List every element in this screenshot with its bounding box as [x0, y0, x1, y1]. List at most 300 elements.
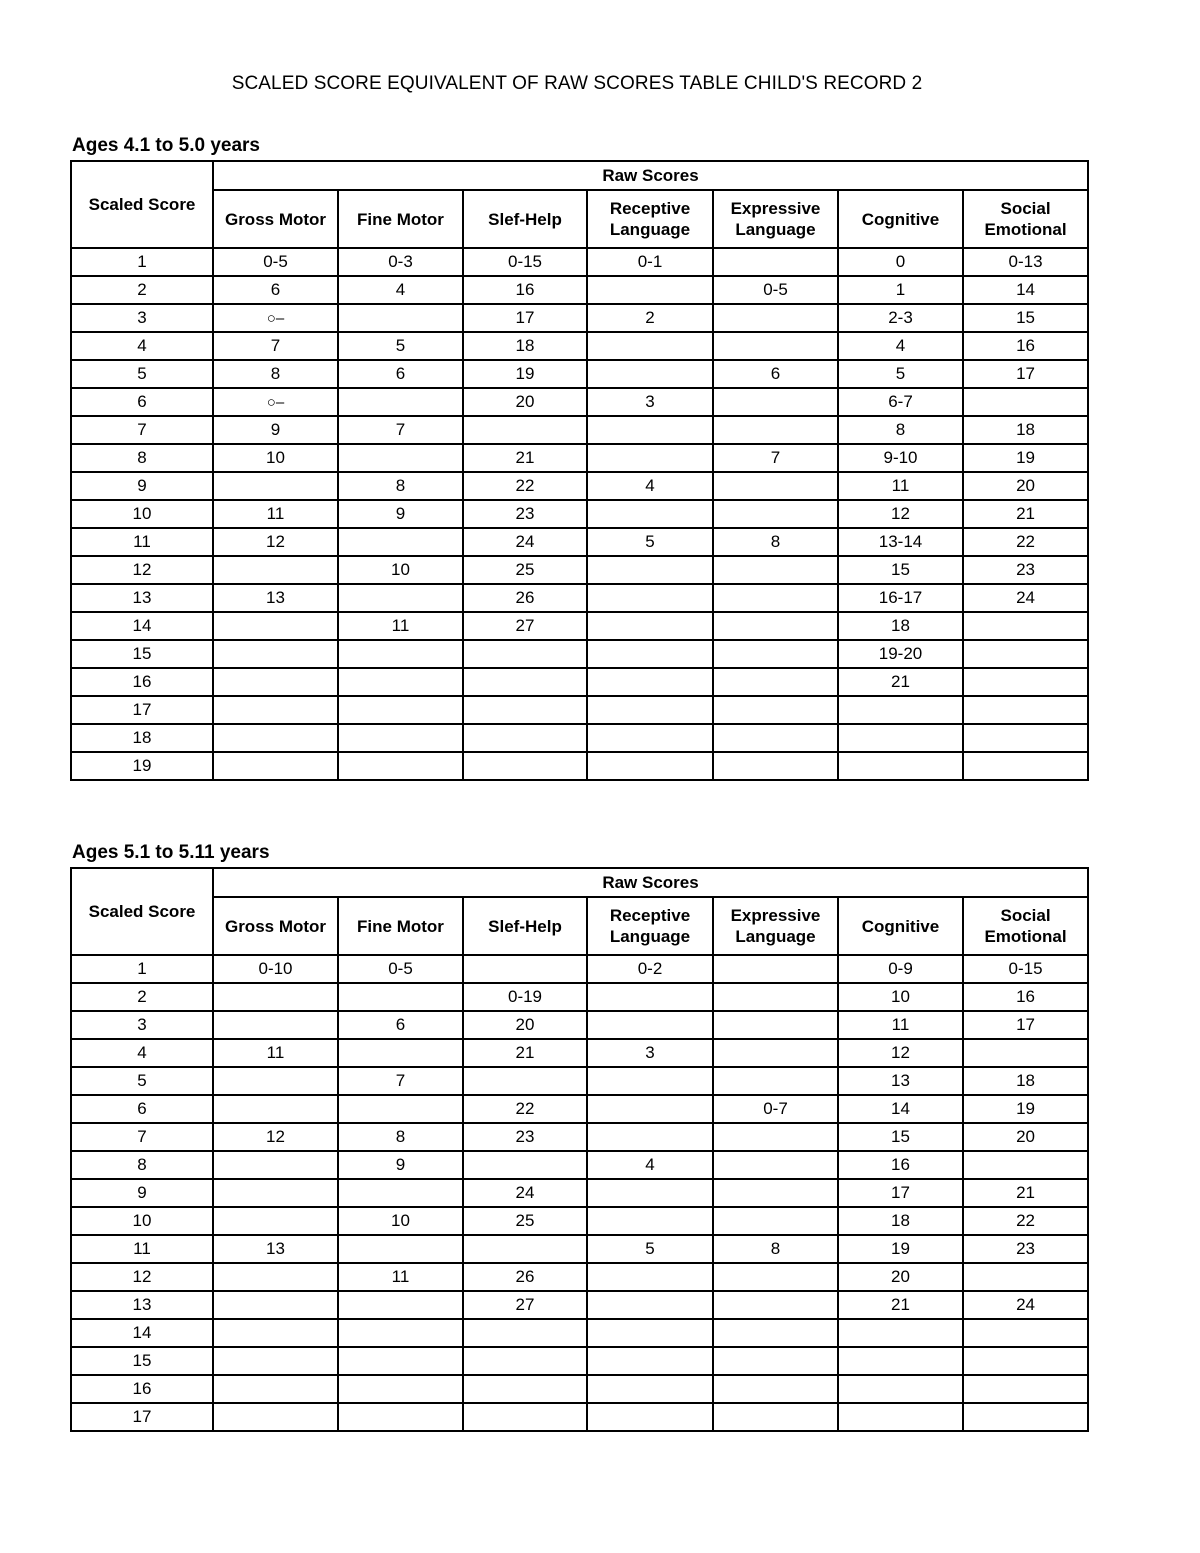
scaled-score-cell: 10: [71, 1207, 213, 1235]
scaled-score-cell: 11: [71, 528, 213, 556]
raw-score-cell: [338, 724, 463, 752]
raw-score-cell: [338, 752, 463, 780]
scaled-score-cell: 17: [71, 1403, 213, 1431]
raw-score-cell: 21: [838, 668, 963, 696]
raw-score-cell: 18: [838, 1207, 963, 1235]
table-row: [71, 1011, 1088, 1039]
column-header-social-emotional: Social Emotional: [963, 897, 1088, 955]
raw-score-cell: 0-9: [838, 955, 963, 983]
raw-score-cell: 5: [338, 332, 463, 360]
raw-score-cell: [963, 696, 1088, 724]
raw-score-cell: 18: [963, 416, 1088, 444]
raw-score-cell: [587, 1403, 713, 1431]
raw-score-cell: 16: [463, 276, 587, 304]
raw-score-cell: [338, 1235, 463, 1263]
raw-score-cell: [213, 668, 338, 696]
raw-score-cell: 8: [713, 1235, 838, 1263]
table-body: [71, 955, 1088, 1431]
raw-score-cell: 19: [838, 1235, 963, 1263]
raw-score-cell: [713, 1207, 838, 1235]
raw-score-cell: 21: [463, 444, 587, 472]
table-row: [71, 1347, 1088, 1375]
table-row: [71, 276, 1088, 304]
scaled-score-cell: 9: [71, 472, 213, 500]
raw-score-cell: [713, 640, 838, 668]
raw-score-cell: 5: [838, 360, 963, 388]
raw-score-cell: 26: [463, 584, 587, 612]
table-row: [71, 1123, 1088, 1151]
raw-score-cell: [463, 696, 587, 724]
scaled-score-cell: 6: [71, 1095, 213, 1123]
scaled-score-cell: 13: [71, 1291, 213, 1319]
raw-score-cell: [963, 1263, 1088, 1291]
raw-score-cell: 17: [838, 1179, 963, 1207]
raw-score-cell: [587, 1319, 713, 1347]
table-row: [71, 416, 1088, 444]
raw-score-cell: [587, 1347, 713, 1375]
raw-score-cell: 18: [963, 1067, 1088, 1095]
raw-score-cell: [838, 1319, 963, 1347]
table-row: [71, 724, 1088, 752]
raw-score-cell: [587, 668, 713, 696]
raw-score-cell: 7: [213, 332, 338, 360]
raw-score-cell: [587, 1011, 713, 1039]
raw-score-cell: [713, 752, 838, 780]
scaled-score-cell: 3: [71, 304, 213, 332]
scaled-score-cell: 6: [71, 388, 213, 416]
raw-score-cell: [213, 696, 338, 724]
raw-score-cell: 5: [587, 528, 713, 556]
raw-score-cell: [213, 1291, 338, 1319]
table-row: [71, 1319, 1088, 1347]
raw-score-cell: 23: [463, 1123, 587, 1151]
raw-score-cell: [713, 1011, 838, 1039]
raw-score-cell: 27: [463, 612, 587, 640]
table-row: [71, 304, 1088, 332]
column-header-receptive-language: Receptive Language: [587, 897, 713, 955]
raw-score-cell: 0-5: [713, 276, 838, 304]
raw-score-cell: [213, 1403, 338, 1431]
page-title: SCALED SCORE EQUIVALENT OF RAW SCORES TABLE CHILD'S RECORD 2: [231, 73, 923, 94]
raw-score-cell: 12: [213, 1123, 338, 1151]
raw-score-cell: [713, 1151, 838, 1179]
raw-score-cell: 25: [463, 1207, 587, 1235]
raw-score-cell: [587, 696, 713, 724]
raw-score-cell: [338, 1179, 463, 1207]
raw-score-cell: [587, 360, 713, 388]
column-header-gross-motor: Gross Motor: [213, 190, 338, 248]
table-row: [71, 1095, 1088, 1123]
raw-score-cell: [963, 668, 1088, 696]
raw-score-cell: 9: [338, 500, 463, 528]
raw-score-cell: 8: [338, 1123, 463, 1151]
table-row: [71, 640, 1088, 668]
raw-score-cell: [213, 556, 338, 584]
raw-score-cell: 0-15: [463, 248, 587, 276]
scaled-score-cell: 3: [71, 1011, 213, 1039]
raw-score-cell: 2-3: [838, 304, 963, 332]
raw-score-cell: [463, 640, 587, 668]
scaled-score-cell: 19: [71, 752, 213, 780]
raw-score-cell: 6-7: [838, 388, 963, 416]
scaled-score-cell: 15: [71, 640, 213, 668]
raw-score-cell: [713, 1123, 838, 1151]
raw-score-cell: 20: [838, 1263, 963, 1291]
raw-score-cell: 19: [963, 1095, 1088, 1123]
raw-score-cell: [587, 444, 713, 472]
raw-score-cell: [587, 724, 713, 752]
raw-score-cell: [713, 584, 838, 612]
raw-score-cell: 20: [463, 388, 587, 416]
scaled-score-header: Scaled Score: [71, 161, 213, 248]
raw-score-cell: [713, 983, 838, 1011]
column-header-self-help: Slef-Help: [463, 190, 587, 248]
scaled-score-cell: 9: [71, 1179, 213, 1207]
raw-score-cell: 17: [963, 1011, 1088, 1039]
raw-score-cell: 21: [963, 1179, 1088, 1207]
scaled-score-cell: 4: [71, 332, 213, 360]
raw-score-cell: 11: [338, 1263, 463, 1291]
table-row: [71, 1207, 1088, 1235]
raw-score-cell: 11: [838, 472, 963, 500]
raw-score-cell: [713, 472, 838, 500]
raw-score-cell: [713, 1263, 838, 1291]
raw-score-cell: [463, 1375, 587, 1403]
raw-score-cell: [963, 1403, 1088, 1431]
raw-score-cell: [963, 1375, 1088, 1403]
raw-score-cell: 23: [463, 500, 587, 528]
scaled-score-cell: 5: [71, 1067, 213, 1095]
scaled-score-cell: 5: [71, 360, 213, 388]
table-row: [71, 955, 1088, 983]
raw-score-cell: [338, 1403, 463, 1431]
raw-score-cell: [963, 724, 1088, 752]
raw-score-cell: 23: [963, 1235, 1088, 1263]
raw-score-cell: 13: [213, 1235, 338, 1263]
raw-score-cell: [338, 388, 463, 416]
scaled-score-cell: 4: [71, 1039, 213, 1067]
raw-score-cell: 10: [213, 444, 338, 472]
raw-score-cell: [713, 500, 838, 528]
raw-score-cell: 11: [338, 612, 463, 640]
raw-score-cell: [338, 528, 463, 556]
table-row: [71, 1179, 1088, 1207]
raw-score-cell: 7: [338, 416, 463, 444]
raw-score-cell: 27: [463, 1291, 587, 1319]
raw-score-cell: [213, 1011, 338, 1039]
scaled-score-cell: 14: [71, 1319, 213, 1347]
raw-scores-header: Raw Scores: [213, 868, 1088, 897]
raw-score-cell: 6: [213, 276, 338, 304]
scaled-score-cell: 10: [71, 500, 213, 528]
raw-score-cell: [713, 1291, 838, 1319]
raw-score-cell: 0-2: [587, 955, 713, 983]
raw-score-cell: [587, 1123, 713, 1151]
raw-score-cell: [587, 500, 713, 528]
raw-score-cell: 13-14: [838, 528, 963, 556]
raw-score-cell: [838, 1347, 963, 1375]
raw-score-cell: 20: [463, 1011, 587, 1039]
raw-score-cell: 0-7: [713, 1095, 838, 1123]
raw-score-cell: [587, 332, 713, 360]
raw-score-cell: [587, 983, 713, 1011]
table-row: [71, 556, 1088, 584]
raw-score-cell: 0-5: [338, 955, 463, 983]
raw-score-cell: 16: [963, 332, 1088, 360]
table-row: [71, 248, 1088, 276]
raw-score-cell: [963, 1151, 1088, 1179]
raw-score-cell: 22: [463, 1095, 587, 1123]
raw-score-cell: ○–: [213, 304, 338, 332]
raw-score-cell: 0-5: [213, 248, 338, 276]
raw-score-cell: 24: [963, 584, 1088, 612]
table-row: [71, 472, 1088, 500]
scaled-score-cell: 12: [71, 556, 213, 584]
raw-score-cell: [213, 1375, 338, 1403]
raw-score-cell: [338, 1319, 463, 1347]
raw-score-cell: 16-17: [838, 584, 963, 612]
raw-score-cell: [338, 304, 463, 332]
raw-score-cell: [463, 724, 587, 752]
table-row: [71, 1403, 1088, 1431]
table-row: [71, 1263, 1088, 1291]
raw-score-cell: [713, 304, 838, 332]
column-header-cognitive: Cognitive: [838, 897, 963, 955]
raw-score-cell: 9: [213, 416, 338, 444]
raw-score-cell: 7: [338, 1067, 463, 1095]
raw-score-cell: [338, 584, 463, 612]
raw-score-cell: [963, 640, 1088, 668]
raw-score-cell: [587, 752, 713, 780]
raw-score-cell: [713, 1347, 838, 1375]
raw-score-cell: [713, 416, 838, 444]
raw-score-cell: [713, 1375, 838, 1403]
raw-score-cell: [713, 696, 838, 724]
scaled-score-cell: 2: [71, 983, 213, 1011]
table-row: [71, 1291, 1088, 1319]
raw-score-cell: 4: [587, 1151, 713, 1179]
raw-score-cell: 4: [338, 276, 463, 304]
raw-score-cell: [713, 1067, 838, 1095]
raw-score-cell: 15: [963, 304, 1088, 332]
raw-score-cell: 3: [587, 388, 713, 416]
raw-score-cell: [713, 556, 838, 584]
raw-score-cell: [463, 668, 587, 696]
table-row: [71, 1067, 1088, 1095]
raw-score-cell: [963, 612, 1088, 640]
table-row: [71, 752, 1088, 780]
raw-score-cell: 14: [963, 276, 1088, 304]
raw-score-cell: 10: [338, 1207, 463, 1235]
table-body: [71, 248, 1088, 780]
raw-score-cell: [838, 696, 963, 724]
raw-score-cell: [587, 556, 713, 584]
raw-score-cell: 19: [463, 360, 587, 388]
raw-score-cell: 8: [838, 416, 963, 444]
raw-score-cell: 18: [463, 332, 587, 360]
raw-score-cell: 1: [838, 276, 963, 304]
raw-score-cell: 19: [963, 444, 1088, 472]
raw-score-cell: 10: [338, 556, 463, 584]
raw-score-cell: [463, 1319, 587, 1347]
raw-score-cell: 6: [338, 1011, 463, 1039]
raw-score-cell: 8: [338, 472, 463, 500]
raw-score-cell: [713, 668, 838, 696]
table-row: [71, 668, 1088, 696]
raw-score-cell: 23: [963, 556, 1088, 584]
raw-score-cell: [587, 1207, 713, 1235]
raw-score-cell: 8: [713, 528, 838, 556]
table-row: [71, 1151, 1088, 1179]
raw-score-cell: [463, 416, 587, 444]
table-row: [71, 584, 1088, 612]
raw-score-cell: 0-15: [963, 955, 1088, 983]
raw-score-cell: ○–: [213, 388, 338, 416]
scaled-score-cell: 2: [71, 276, 213, 304]
raw-score-cell: 13: [838, 1067, 963, 1095]
raw-score-cell: 12: [838, 1039, 963, 1067]
raw-score-cell: [713, 1039, 838, 1067]
raw-score-cell: 0-19: [463, 983, 587, 1011]
raw-score-cell: [587, 276, 713, 304]
raw-score-cell: [713, 1403, 838, 1431]
raw-score-cell: [463, 1067, 587, 1095]
raw-score-cell: [338, 444, 463, 472]
raw-score-cell: 2: [587, 304, 713, 332]
raw-score-cell: [838, 724, 963, 752]
raw-score-cell: 16: [838, 1151, 963, 1179]
raw-score-cell: [213, 1067, 338, 1095]
raw-score-cell: [213, 1347, 338, 1375]
table-row: [71, 528, 1088, 556]
table-row: [71, 444, 1088, 472]
raw-score-cell: [338, 983, 463, 1011]
raw-score-cell: [713, 1179, 838, 1207]
column-header-fine-motor: Fine Motor: [338, 190, 463, 248]
raw-score-cell: [713, 332, 838, 360]
raw-score-cell: [713, 388, 838, 416]
raw-scores-header: Raw Scores: [213, 161, 1088, 190]
table-row: [71, 1039, 1088, 1067]
raw-score-cell: 9-10: [838, 444, 963, 472]
raw-score-cell: [587, 1095, 713, 1123]
table-row: [71, 360, 1088, 388]
column-header-social-emotional: Social Emotional: [963, 190, 1088, 248]
raw-score-cell: [713, 612, 838, 640]
raw-score-cell: [963, 388, 1088, 416]
column-header-self-help: Slef-Help: [463, 897, 587, 955]
table-row: [71, 696, 1088, 724]
raw-score-cell: [213, 1263, 338, 1291]
raw-score-cell: 22: [463, 472, 587, 500]
section-label-ages-4-1-to-5-0: Ages 4.1 to 5.0 years: [72, 135, 260, 156]
table-row: [71, 1375, 1088, 1403]
raw-score-cell: 5: [587, 1235, 713, 1263]
raw-score-cell: [713, 1319, 838, 1347]
raw-score-cell: 8: [213, 360, 338, 388]
column-header-gross-motor: Gross Motor: [213, 897, 338, 955]
scaled-score-cell: 11: [71, 1235, 213, 1263]
raw-score-cell: [963, 1319, 1088, 1347]
raw-score-cell: 20: [963, 472, 1088, 500]
raw-score-cell: [963, 752, 1088, 780]
raw-score-cell: [213, 724, 338, 752]
raw-score-cell: 7: [713, 444, 838, 472]
scaled-score-cell: 1: [71, 955, 213, 983]
raw-score-cell: [463, 1403, 587, 1431]
scaled-score-cell: 8: [71, 444, 213, 472]
raw-score-cell: 11: [213, 1039, 338, 1067]
raw-score-cell: [338, 640, 463, 668]
raw-score-cell: 24: [963, 1291, 1088, 1319]
raw-score-cell: [713, 248, 838, 276]
raw-score-cell: 6: [338, 360, 463, 388]
raw-score-cell: [338, 668, 463, 696]
raw-score-cell: [213, 1095, 338, 1123]
raw-score-cell: 3: [587, 1039, 713, 1067]
raw-score-cell: 15: [838, 556, 963, 584]
raw-score-cell: [463, 1235, 587, 1263]
raw-score-cell: 4: [838, 332, 963, 360]
column-header-fine-motor: Fine Motor: [338, 897, 463, 955]
raw-score-cell: [213, 1319, 338, 1347]
raw-score-cell: [338, 1095, 463, 1123]
raw-score-cell: [338, 1347, 463, 1375]
raw-score-cell: 0-1: [587, 248, 713, 276]
raw-score-cell: [213, 640, 338, 668]
raw-score-cell: [713, 955, 838, 983]
raw-score-cell: [713, 724, 838, 752]
raw-score-cell: [587, 1263, 713, 1291]
raw-score-cell: 26: [463, 1263, 587, 1291]
scaled-score-cell: 14: [71, 612, 213, 640]
raw-score-cell: 0-3: [338, 248, 463, 276]
raw-score-cell: [463, 1347, 587, 1375]
raw-score-cell: [587, 1291, 713, 1319]
raw-score-cell: 17: [963, 360, 1088, 388]
raw-score-cell: 24: [463, 1179, 587, 1207]
raw-score-cell: [213, 612, 338, 640]
table-row: [71, 1235, 1088, 1263]
raw-score-cell: 18: [838, 612, 963, 640]
raw-score-cell: 14: [838, 1095, 963, 1123]
raw-score-cell: 6: [713, 360, 838, 388]
raw-score-cell: [838, 752, 963, 780]
scaled-score-cell: 16: [71, 668, 213, 696]
raw-score-cell: [838, 1375, 963, 1403]
raw-score-cell: [587, 640, 713, 668]
raw-score-cell: [338, 1375, 463, 1403]
raw-score-cell: 21: [963, 500, 1088, 528]
scaled-score-cell: 8: [71, 1151, 213, 1179]
raw-score-cell: [213, 1207, 338, 1235]
table-row: [71, 612, 1088, 640]
raw-score-cell: 0: [838, 248, 963, 276]
raw-score-cell: [587, 612, 713, 640]
scaled-score-cell: 18: [71, 724, 213, 752]
table-row: [71, 983, 1088, 1011]
table-row: [71, 332, 1088, 360]
table-row: [71, 500, 1088, 528]
section-label-ages-5-1-to-5-11: Ages 5.1 to 5.11 years: [72, 842, 270, 863]
raw-score-cell: 22: [963, 1207, 1088, 1235]
raw-score-cell: 4: [587, 472, 713, 500]
raw-score-cell: 19-20: [838, 640, 963, 668]
raw-score-cell: 25: [463, 556, 587, 584]
score-table-ages-4-1-to-5-0: [70, 160, 1089, 781]
scaled-score-header: Scaled Score: [71, 868, 213, 955]
raw-score-cell: 21: [463, 1039, 587, 1067]
